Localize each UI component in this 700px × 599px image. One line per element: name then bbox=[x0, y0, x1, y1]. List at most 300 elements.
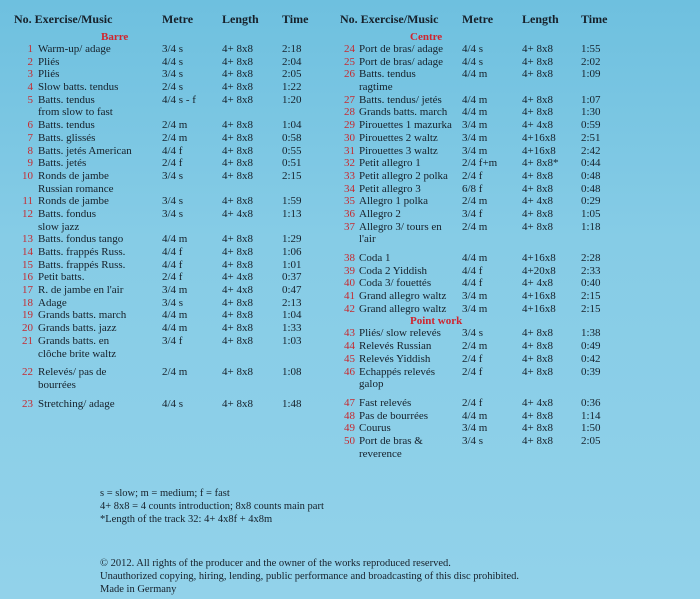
track-number: 4 bbox=[27, 81, 33, 94]
track-time: 1:33 bbox=[282, 322, 302, 335]
header-metre: Metre bbox=[162, 12, 194, 26]
copyright-notice bbox=[100, 558, 519, 596]
track-exercise: Pliés/ slow relevés bbox=[359, 327, 441, 340]
header-no-exercise: No. Exercise/Music bbox=[14, 12, 113, 26]
track-metre: 4/4 s - f bbox=[162, 93, 196, 106]
track-time: 2:04 bbox=[282, 55, 302, 68]
track-metre: 3/4 s bbox=[162, 195, 184, 208]
track-exercise: Coda 2 Yiddish bbox=[359, 264, 428, 277]
track-length: 4+ 8x8 bbox=[222, 258, 253, 271]
track-metre: 4/4 f bbox=[462, 264, 483, 277]
track-number: 36 bbox=[344, 207, 355, 220]
track-number: 19 bbox=[22, 309, 33, 322]
track-length: 4+ 8x8 bbox=[522, 55, 553, 68]
copyright-line: © 2012. All rights of the producer and the owner of the works reproduced reserved. bbox=[100, 558, 451, 569]
track-exercise-continued: from slow to fast bbox=[38, 106, 113, 119]
track-row[interactable] bbox=[14, 398, 330, 411]
track-length: 4+ 8x8 bbox=[522, 409, 553, 422]
track-number: 30 bbox=[344, 131, 355, 144]
track-exercise: Batts. glissés bbox=[38, 131, 96, 144]
track-metre: 3/4 s bbox=[162, 43, 184, 55]
track-number: 13 bbox=[22, 233, 33, 246]
track-time: 1:05 bbox=[581, 207, 601, 220]
track-exercise: Batts. frappés Russ. bbox=[38, 258, 126, 271]
track-row[interactable] bbox=[340, 94, 685, 107]
track-row[interactable] bbox=[340, 410, 685, 423]
track-metre: 4/4 m bbox=[462, 93, 488, 106]
track-length: 4+ 8x8 bbox=[222, 93, 253, 106]
track-row[interactable] bbox=[14, 43, 330, 56]
track-length: 4+ 4x8 bbox=[522, 396, 553, 409]
track-exercise: Petit allegro 3 bbox=[359, 182, 421, 195]
track-number: 44 bbox=[344, 340, 355, 353]
track-length: 4+16x8 bbox=[522, 144, 556, 157]
track-metre: 3/4 m bbox=[462, 131, 488, 144]
track-metre: 2/4 m bbox=[162, 119, 188, 132]
track-time: 1:18 bbox=[581, 220, 601, 233]
track-metre: 3/4 s bbox=[162, 207, 184, 220]
track-row[interactable] bbox=[14, 119, 330, 132]
track-number: 20 bbox=[22, 322, 33, 335]
track-time: 1:20 bbox=[282, 93, 302, 106]
track-row-continuation bbox=[14, 221, 330, 234]
track-row[interactable] bbox=[14, 208, 330, 221]
track-metre: 3/4 s bbox=[162, 296, 184, 309]
track-time: 2:33 bbox=[581, 264, 601, 277]
track-length: 4+ 4x8 bbox=[522, 277, 553, 290]
track-exercise: Coda 3/ fouettés bbox=[359, 277, 432, 290]
track-metre: 3/4 f bbox=[462, 207, 483, 220]
track-number: 5 bbox=[27, 93, 33, 106]
track-metre: 3/4 m bbox=[462, 302, 488, 315]
track-metre: 4/4 f bbox=[162, 258, 183, 271]
track-number: 47 bbox=[344, 396, 355, 409]
track-length: 4+16x8 bbox=[522, 290, 556, 303]
track-row[interactable] bbox=[14, 309, 330, 322]
track-exercise: Pliés bbox=[38, 68, 60, 81]
track-row[interactable] bbox=[14, 132, 330, 145]
track-number: 49 bbox=[344, 422, 355, 435]
track-number: 42 bbox=[344, 302, 355, 315]
track-length: 4+ 8x8 bbox=[222, 397, 253, 410]
track-exercise: Allegro 2 bbox=[359, 207, 401, 220]
track-metre: 4/4 m bbox=[462, 252, 488, 264]
track-time: 1:48 bbox=[282, 397, 302, 410]
track-metre: 2/4 m bbox=[462, 195, 488, 208]
track-row[interactable] bbox=[14, 170, 330, 183]
track-time: 1:29 bbox=[282, 233, 302, 246]
track-exercise: Adage bbox=[38, 296, 67, 309]
track-length: 4+ 8x8 bbox=[222, 55, 253, 68]
track-row[interactable] bbox=[340, 56, 685, 69]
header-time: Time bbox=[282, 12, 309, 26]
track-number: 35 bbox=[344, 195, 355, 208]
track-exercise-continued: reverence bbox=[359, 447, 402, 460]
track-number: 45 bbox=[344, 352, 355, 365]
track-number: 23 bbox=[22, 397, 33, 410]
track-time: 1:04 bbox=[282, 119, 302, 132]
track-exercise-continued: slow jazz bbox=[38, 220, 80, 233]
track-time: 0:49 bbox=[581, 340, 601, 353]
track-row[interactable] bbox=[340, 353, 685, 366]
track-row[interactable] bbox=[14, 195, 330, 208]
track-exercise: Allegro 1 polka bbox=[359, 195, 429, 208]
section-title-centre: Centre bbox=[410, 31, 443, 43]
track-exercise: Echappés relevés bbox=[359, 365, 436, 378]
track-metre: 2/4 f bbox=[462, 396, 483, 409]
track-row[interactable] bbox=[14, 271, 330, 284]
track-number: 21 bbox=[22, 334, 33, 347]
left-column-header bbox=[14, 12, 330, 31]
track-time: 0:48 bbox=[581, 182, 601, 195]
track-row[interactable] bbox=[340, 43, 685, 56]
track-exercise: Batts. fondus bbox=[38, 207, 97, 220]
track-exercise: Petit allegro 2 polka bbox=[359, 169, 448, 182]
track-time: 2:05 bbox=[581, 434, 601, 447]
track-metre: 3/4 s bbox=[462, 434, 484, 447]
track-number: 29 bbox=[344, 119, 355, 132]
track-time: 0:42 bbox=[581, 352, 601, 365]
track-row[interactable] bbox=[14, 259, 330, 272]
track-length: 4+ 8x8 bbox=[522, 340, 553, 353]
track-length: 4+ 8x8 bbox=[222, 322, 253, 335]
track-exercise: Fast relevés bbox=[359, 396, 412, 409]
track-metre: 4/4 f bbox=[162, 246, 183, 258]
track-row[interactable] bbox=[340, 208, 685, 221]
track-length: 4+16x8 bbox=[522, 131, 556, 144]
track-exercise: Batts. tendus/ jetés bbox=[359, 93, 442, 106]
track-row[interactable] bbox=[340, 366, 685, 379]
track-row[interactable] bbox=[14, 246, 330, 259]
legend-length-note: 4+ 8x8 = 4 counts introduction; 8x8 counts main part bbox=[100, 500, 324, 512]
track-exercise: R. de jambe en l'air bbox=[38, 284, 124, 297]
track-row[interactable] bbox=[340, 397, 685, 410]
track-exercise-continued: galop bbox=[359, 378, 384, 391]
track-metre: 4/4 f bbox=[162, 144, 183, 157]
track-metre: 2/4 f bbox=[162, 271, 183, 284]
track-metre: 3/4 m bbox=[462, 144, 488, 157]
track-length: 4+ 8x8 bbox=[522, 43, 553, 55]
track-row[interactable] bbox=[14, 284, 330, 297]
left-track-list bbox=[14, 43, 330, 410]
track-number: 33 bbox=[344, 169, 355, 182]
track-row[interactable] bbox=[14, 366, 330, 379]
header-time: Time bbox=[581, 12, 608, 26]
track-number: 39 bbox=[344, 264, 355, 277]
track-number: 50 bbox=[344, 434, 355, 447]
legend-track32-note: *Length of the track 32: 4+ 4x8f + 4x8m bbox=[100, 513, 273, 525]
track-time: 0:47 bbox=[282, 284, 302, 297]
track-exercise: Grands batts. march bbox=[38, 309, 127, 322]
track-exercise: Grand allegro waltz bbox=[359, 290, 447, 303]
track-time: 2:15 bbox=[581, 290, 601, 303]
track-number: 2 bbox=[27, 55, 33, 68]
track-row-continuation bbox=[14, 183, 330, 196]
track-time: 0:37 bbox=[282, 271, 302, 284]
track-number: 7 bbox=[27, 131, 33, 144]
track-length: 4+ 8x8 bbox=[222, 246, 253, 258]
track-exercise: Pas de bourrées bbox=[359, 409, 429, 422]
track-exercise: Ronds de jambe bbox=[38, 195, 109, 208]
track-exercise-continued: ragtime bbox=[359, 81, 393, 94]
track-exercise: Slow batts. tendus bbox=[38, 81, 119, 94]
track-exercise: Petit allegro 1 bbox=[359, 157, 421, 170]
track-metre: 3/4 m bbox=[462, 290, 488, 303]
track-time: 0:59 bbox=[581, 119, 601, 132]
track-number: 8 bbox=[27, 144, 33, 157]
track-time: 1:22 bbox=[282, 81, 302, 94]
track-exercise: Batts. tendus bbox=[38, 93, 95, 106]
track-metre: 4/4 s bbox=[462, 43, 484, 55]
track-metre: 2/4 f bbox=[462, 352, 483, 365]
track-row[interactable] bbox=[14, 94, 330, 107]
track-exercise: Petit batts. bbox=[38, 271, 85, 284]
track-row[interactable] bbox=[340, 340, 685, 353]
track-length: 4+ 8x8* bbox=[522, 157, 559, 170]
track-exercise: Allegro 3/ tours en bbox=[359, 220, 442, 233]
track-row[interactable] bbox=[14, 335, 330, 348]
track-exercise: Port de bras/ adage bbox=[359, 43, 443, 55]
track-metre: 4/4 m bbox=[462, 106, 488, 119]
track-row[interactable] bbox=[340, 303, 685, 316]
track-number: 46 bbox=[344, 365, 355, 378]
track-number: 31 bbox=[344, 144, 355, 157]
track-time: 1:06 bbox=[282, 246, 302, 258]
track-exercise: Courus bbox=[359, 422, 391, 435]
header-no-exercise: No. Exercise/Music bbox=[340, 12, 439, 26]
track-length: 4+ 8x8 bbox=[222, 43, 253, 55]
track-number: 17 bbox=[22, 284, 33, 297]
track-exercise: Batts. tendus bbox=[359, 68, 416, 81]
track-metre: 4/4 s bbox=[162, 397, 184, 410]
track-row[interactable] bbox=[340, 435, 685, 448]
track-length: 4+ 8x8 bbox=[222, 334, 253, 347]
track-row-continuation bbox=[340, 233, 685, 246]
left-track-column bbox=[14, 12, 330, 410]
track-length: 4+ 8x8 bbox=[222, 157, 253, 170]
track-number: 9 bbox=[27, 157, 33, 170]
header-metre: Metre bbox=[462, 12, 494, 26]
track-time: 1:30 bbox=[581, 106, 601, 119]
track-exercise-continued: Russian romance bbox=[38, 182, 114, 195]
track-number: 26 bbox=[344, 68, 355, 81]
legend-notes bbox=[100, 488, 324, 526]
track-time: 0:29 bbox=[581, 195, 601, 208]
track-number: 12 bbox=[22, 207, 33, 220]
track-row[interactable] bbox=[14, 233, 330, 246]
track-metre: 4/4 m bbox=[162, 322, 188, 335]
track-number: 3 bbox=[27, 68, 33, 81]
track-row[interactable] bbox=[340, 422, 685, 435]
track-row[interactable] bbox=[340, 252, 685, 265]
right-track-list bbox=[340, 31, 685, 460]
track-number: 22 bbox=[22, 366, 33, 379]
track-metre: 4/4 m bbox=[462, 68, 488, 81]
track-time: 2:51 bbox=[581, 131, 601, 144]
track-time: 0:58 bbox=[282, 131, 302, 144]
track-number: 11 bbox=[22, 195, 33, 208]
track-time: 2:18 bbox=[282, 43, 302, 55]
header-length: Length bbox=[222, 12, 259, 26]
track-metre: 2/4 f+m bbox=[462, 157, 498, 170]
track-number: 28 bbox=[344, 106, 355, 119]
track-exercise: Pliés bbox=[38, 55, 60, 68]
track-exercise: Port de bras & bbox=[359, 434, 423, 447]
track-length: 4+ 8x8 bbox=[222, 195, 253, 208]
track-length: 4+ 8x8 bbox=[222, 296, 253, 309]
track-number: 27 bbox=[344, 93, 355, 106]
track-row[interactable] bbox=[14, 68, 330, 81]
track-number: 1 bbox=[27, 43, 33, 55]
track-exercise: Coda 1 bbox=[359, 252, 391, 264]
track-row[interactable] bbox=[14, 157, 330, 170]
track-length: 4+ 8x8 bbox=[522, 422, 553, 435]
track-time: 0:48 bbox=[581, 169, 601, 182]
track-length: 4+ 8x8 bbox=[522, 365, 553, 378]
track-exercise: Relevés/ pas de bbox=[38, 366, 107, 379]
track-number: 6 bbox=[27, 119, 33, 132]
track-time: 0:55 bbox=[282, 144, 302, 157]
track-exercise: Grands batts. jazz bbox=[38, 322, 117, 335]
track-time: 2:42 bbox=[581, 144, 601, 157]
track-time: 1:03 bbox=[282, 334, 302, 347]
track-number: 15 bbox=[22, 258, 33, 271]
track-length: 4+ 4x8 bbox=[522, 195, 553, 208]
track-row[interactable] bbox=[340, 183, 685, 196]
track-exercise: Batts. frappés Russ. bbox=[38, 246, 126, 258]
track-length: 4+ 8x8 bbox=[222, 81, 253, 94]
track-length: 4+ 8x8 bbox=[522, 68, 553, 81]
track-time: 1:04 bbox=[282, 309, 302, 322]
track-row[interactable] bbox=[14, 322, 330, 335]
track-row[interactable] bbox=[340, 119, 685, 132]
track-metre: 2/4 m bbox=[462, 340, 488, 353]
track-time: 1:55 bbox=[581, 43, 601, 55]
copyright-line: Unauthorized copying, hiring, lending, public performance and broadcasting of this disc prohibited. bbox=[100, 570, 520, 582]
track-time: 2:13 bbox=[282, 296, 302, 309]
track-metre: 2/4 f bbox=[162, 157, 183, 170]
track-row-continuation bbox=[340, 448, 685, 461]
track-row[interactable] bbox=[340, 106, 685, 119]
track-length: 4+ 8x8 bbox=[522, 220, 553, 233]
track-row[interactable] bbox=[340, 195, 685, 208]
track-exercise: Grands batts. en bbox=[38, 334, 110, 347]
track-time: 2:28 bbox=[581, 252, 601, 264]
track-row-continuation bbox=[14, 348, 330, 361]
track-row[interactable] bbox=[340, 277, 685, 290]
track-exercise: Batts. jetés American bbox=[38, 144, 132, 157]
track-length: 4+ 4x8 bbox=[522, 119, 553, 132]
track-exercise: Warm-up/ adage bbox=[38, 43, 111, 55]
track-length: 4+ 8x8 bbox=[222, 169, 253, 182]
track-exercise: Ronds de jambe bbox=[38, 169, 109, 182]
track-length: 4+16x8 bbox=[522, 302, 556, 315]
track-row[interactable] bbox=[14, 145, 330, 158]
track-row[interactable] bbox=[340, 132, 685, 145]
track-row[interactable] bbox=[340, 157, 685, 170]
track-number: 24 bbox=[344, 43, 355, 55]
track-time: 1:50 bbox=[581, 422, 601, 435]
track-row[interactable] bbox=[340, 290, 685, 303]
track-exercise: Grands batts. march bbox=[359, 106, 448, 119]
track-exercise: Stretching/ adage bbox=[38, 397, 115, 410]
track-number: 16 bbox=[22, 271, 33, 284]
track-time: 0:51 bbox=[282, 157, 302, 170]
track-metre: 3/4 s bbox=[162, 68, 184, 81]
track-row[interactable] bbox=[340, 68, 685, 81]
track-exercise: Relevés Yiddish bbox=[359, 352, 431, 365]
track-number: 37 bbox=[344, 220, 355, 233]
track-row[interactable] bbox=[340, 265, 685, 278]
track-time: 1:13 bbox=[282, 207, 302, 220]
track-number: 41 bbox=[344, 290, 355, 303]
track-length: 4+ 8x8 bbox=[522, 169, 553, 182]
track-time: 2:15 bbox=[282, 169, 302, 182]
track-length: 4+ 8x8 bbox=[222, 366, 253, 379]
track-exercise-continued: clôche brite waltz bbox=[38, 347, 117, 360]
track-number: 40 bbox=[344, 277, 355, 290]
track-row[interactable] bbox=[14, 56, 330, 69]
track-time: 0:36 bbox=[581, 396, 601, 409]
track-number: 38 bbox=[344, 252, 355, 264]
track-exercise: Batts. jetés bbox=[38, 157, 87, 170]
track-length: 4+ 8x8 bbox=[522, 93, 553, 106]
track-row-continuation bbox=[340, 378, 685, 391]
track-row[interactable] bbox=[14, 81, 330, 94]
track-metre: 2/4 s bbox=[162, 81, 184, 94]
track-length: 4+ 8x8 bbox=[522, 327, 553, 340]
section-title-point: Point work bbox=[410, 315, 463, 328]
track-row[interactable] bbox=[340, 327, 685, 340]
track-metre: 4/4 m bbox=[162, 309, 188, 322]
track-exercise-continued: bourrées bbox=[38, 378, 76, 391]
track-row[interactable] bbox=[340, 170, 685, 183]
track-metre: 6/8 f bbox=[462, 182, 483, 195]
track-metre: 3/4 s bbox=[462, 327, 484, 340]
track-time: 0:40 bbox=[581, 277, 601, 290]
track-length: 4+ 4x8 bbox=[222, 271, 253, 284]
header-length: Length bbox=[522, 12, 559, 26]
track-time: 1:01 bbox=[282, 258, 302, 271]
track-number: 25 bbox=[344, 55, 355, 68]
track-metre: 2/4 f bbox=[462, 365, 483, 378]
track-time: 1:59 bbox=[282, 195, 302, 208]
track-number: 32 bbox=[344, 157, 355, 170]
track-time: 0:44 bbox=[581, 157, 601, 170]
track-exercise: Batts. tendus bbox=[38, 119, 95, 132]
track-metre: 3/4 m bbox=[462, 422, 488, 435]
track-metre: 4/4 s bbox=[162, 55, 184, 68]
track-row-continuation bbox=[14, 379, 330, 392]
track-metre: 3/4 f bbox=[162, 334, 183, 347]
track-length: 4+ 4x8 bbox=[222, 207, 253, 220]
track-row[interactable] bbox=[14, 297, 330, 310]
track-metre: 2/4 m bbox=[462, 220, 488, 233]
track-number: 10 bbox=[22, 169, 33, 182]
track-time: 2:02 bbox=[581, 55, 601, 68]
track-number: 18 bbox=[22, 296, 33, 309]
track-row[interactable] bbox=[340, 221, 685, 234]
track-length: 4+ 8x8 bbox=[522, 182, 553, 195]
track-exercise: Pirouettes 3 waltz bbox=[359, 144, 438, 157]
track-time: 2:05 bbox=[282, 68, 302, 81]
track-metre: 2/4 f bbox=[462, 169, 483, 182]
track-length: 4+ 4x8 bbox=[222, 284, 253, 297]
track-exercise: Grand allegro waltz bbox=[359, 302, 447, 315]
copyright-line: Made in Germany bbox=[100, 583, 177, 595]
track-length: 4+ 8x8 bbox=[222, 131, 253, 144]
track-row[interactable] bbox=[340, 145, 685, 158]
